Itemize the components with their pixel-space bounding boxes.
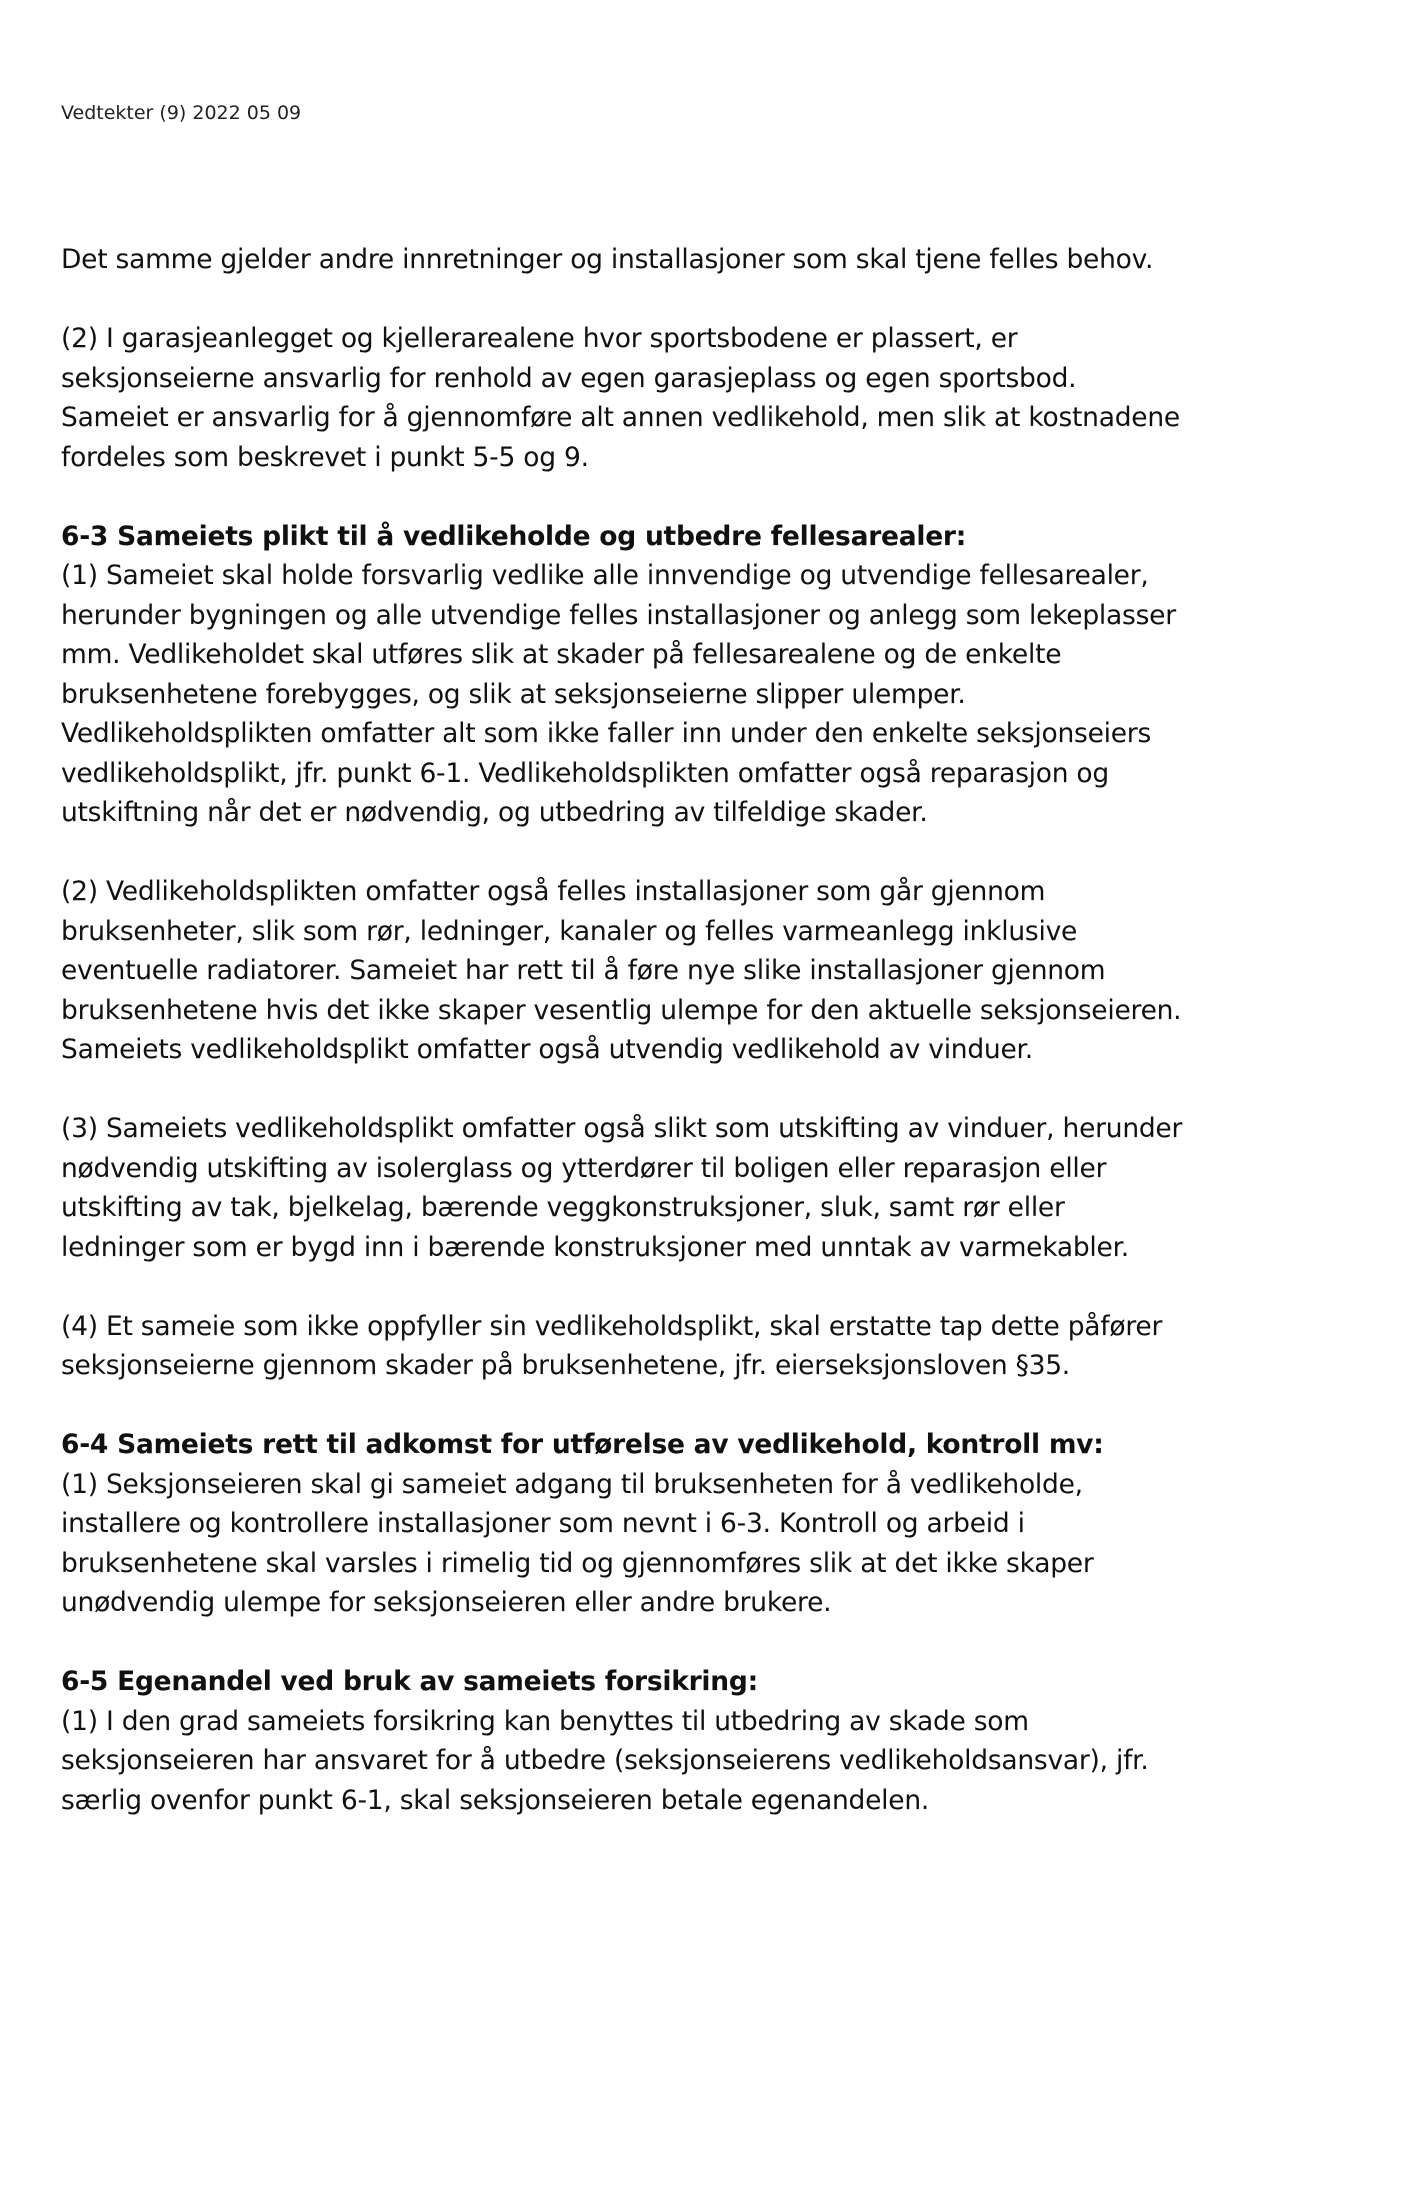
intro-paragraph [61, 240, 1221, 280]
text-line: bruksenhetene skal varsles i rimelig tid og gjennomføres slik at det ikke skaper [61, 1547, 1094, 1579]
section-heading: 6-3 Sameiets plikt til å vedlikeholde og utbedre fellesarealer: [61, 520, 967, 552]
section-heading: 6-4 Sameiets rett til adkomst for utførelse av vedlikehold, kontroll mv: [61, 1429, 1104, 1460]
section-6-3-paragraph-3 [61, 1109, 1221, 1267]
text-line: herunder bygningen og alle utvendige felles installasjoner og anlegg som lekeplasser [61, 599, 1176, 631]
text-line: (2) Vedlikeholdsplikten omfatter også felles installasjoner som går gjennom [61, 876, 1046, 907]
text-line: (2) I garasjeanlegget og kjellerarealene hvor sportsbodene er plassert, er [61, 323, 1018, 354]
text-line: (1) Seksjonseieren skal gi sameiet adgang til bruksenheten for å vedlikeholde, [61, 1468, 1083, 1500]
paragraph-2-garage [61, 319, 1221, 477]
text-line: (1) Sameiet skal holde forsvarlig vedlike alle innvendige og utvendige fellesarealer, [61, 560, 1149, 591]
text-line: fordeles som beskrevet i punkt 5-5 og 9. [61, 441, 589, 473]
text-line: bruksenhetene forebygges, og slik at seksjonseierne slipper ulemper. [61, 678, 966, 710]
text-line: utskifting av tak, bjelkelag, bærende veggkonstruksjoner, sluk, samt rør eller [61, 1192, 1065, 1223]
text-line: bruksenheter, slik som rør, ledninger, kanaler og felles varmeanlegg inklusive [61, 915, 1078, 947]
section-heading: 6-5 Egenandel ved bruk av sameiets forsikring: [61, 1666, 758, 1697]
text-line: Sameiet er ansvarlig for å gjennomføre alt annen vedlikehold, men slik at kostnadene [61, 402, 1180, 433]
document-body [61, 240, 1221, 1820]
text-line: (4) Et sameie som ikke oppfyller sin vedlikeholdsplikt, skal erstatte tap dette påfører [61, 1310, 1163, 1342]
text-line: (1) I den grad sameiets forsikring kan benyttes til utbedring av skade som [61, 1705, 1029, 1737]
section-6-3-paragraph-4 [61, 1307, 1221, 1386]
text-line: bruksenhetene hvis det ikke skaper vesentlig ulempe for den aktuelle seksjonseieren. [61, 994, 1182, 1026]
text-line: særlig ovenfor punkt 6-1, skal seksjonseieren betale egenandelen. [61, 1784, 930, 1816]
text-line: vedlikeholdsplikt, jfr. punkt 6-1. Vedlikeholdsplikten omfatter også reparasjon og [61, 757, 1109, 789]
text-line: mm. Vedlikeholdet skal utføres slik at skader på fellesarealene og de enkelte [61, 639, 1062, 670]
section-6-3 [61, 517, 1221, 833]
text-line: unødvendig ulempe for seksjonseieren eller andre brukere. [61, 1587, 832, 1618]
text-line: (3) Sameiets vedlikeholdsplikt omfatter også slikt som utskifting av vinduer, herunder [61, 1113, 1183, 1144]
text-line: Vedlikeholdsplikten omfatter alt som ikke faller inn under den enkelte seksjonseiers [61, 718, 1152, 749]
text-line: utskiftning når det er nødvendig, og utbedring av tilfeldige skader. [61, 797, 928, 828]
text-line: seksjonseieren har ansvaret for å utbedre (seksjonseierens vedlikeholdsansvar), jfr. [61, 1745, 1149, 1776]
text-line: Det samme gjelder andre innretninger og installasjoner som skal tjene felles behov. [61, 244, 1154, 275]
section-6-3-paragraph-2 [61, 872, 1221, 1070]
text-line: nødvendig utskifting av isolerglass og ytterdører til boligen eller reparasjon eller [61, 1152, 1107, 1184]
section-6-4 [61, 1425, 1221, 1623]
text-line: ledninger som er bygd inn i bærende konstruksjoner med unntak av varmekabler. [61, 1231, 1129, 1263]
document-header: Vedtekter (9) 2022 05 09 [61, 102, 302, 124]
text-line: eventuelle radiatorer. Sameiet har rett til å føre nye slike installasjoner gjennom [61, 955, 1106, 986]
section-6-5 [61, 1662, 1221, 1820]
text-line: seksjonseierne gjennom skader på bruksenhetene, jfr. eierseksjonsloven §35. [61, 1350, 1070, 1381]
text-line: Sameiets vedlikeholdsplikt omfatter også utvendig vedlikehold av vinduer. [61, 1034, 1033, 1065]
text-line: seksjonseierne ansvarlig for renhold av egen garasjeplass og egen sportsbod. [61, 362, 1077, 394]
text-line: installere og kontrollere installasjoner som nevnt i 6-3. Kontroll og arbeid i [61, 1508, 1025, 1539]
